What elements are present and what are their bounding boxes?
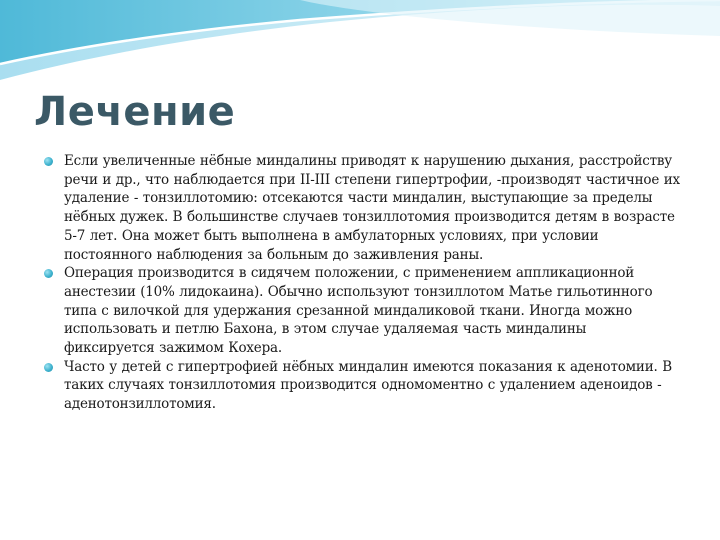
bullet-item (40, 264, 680, 358)
bullet-item (40, 152, 680, 264)
slide-title: Лечение (34, 89, 236, 135)
bullet-list (40, 152, 680, 414)
bullet-text: Если увеличенные нёбные миндалины приводят к нарушению дыхания, расстройству речи и др., что наблюдается при II-III степени гипертрофии, -производят частичное их удаление - тонзиллотомию: отсекаются части миндалин, выступающие за пределы нёбных дужек. В большинстве случаев тонзиллотомия производится детям в возрасте 5-7 лет. Она может быть выполнена в амбулаторных условиях, при условии постоянного наблюдения за больным до заживления раны. (64, 153, 680, 263)
bullet-icon (44, 363, 53, 372)
bullet-text: Операция производится в сидячем положении, с применением аппликационной анестезии (10% лидокаина). Обычно используют тонзиллотом Матье гильотинного типа с вилочкой для удержания срезанной миндаликовой ткани. Иногда можно использовать и петлю Бахона, в этом случае удаляемая часть миндалины фиксируется зажимом Кохера. (64, 265, 653, 357)
bullet-icon (44, 157, 53, 166)
bullet-icon (44, 269, 53, 278)
header-wave-decoration (0, 0, 720, 90)
bullet-text: Часто у детей с гипертрофией нёбных миндалин имеются показания к аденотомии. В таких случаях тонзиллотомия производится одномоментно с удалением аденоидов - аденотонзиллотомия. (64, 358, 672, 413)
bullet-item (40, 358, 680, 414)
